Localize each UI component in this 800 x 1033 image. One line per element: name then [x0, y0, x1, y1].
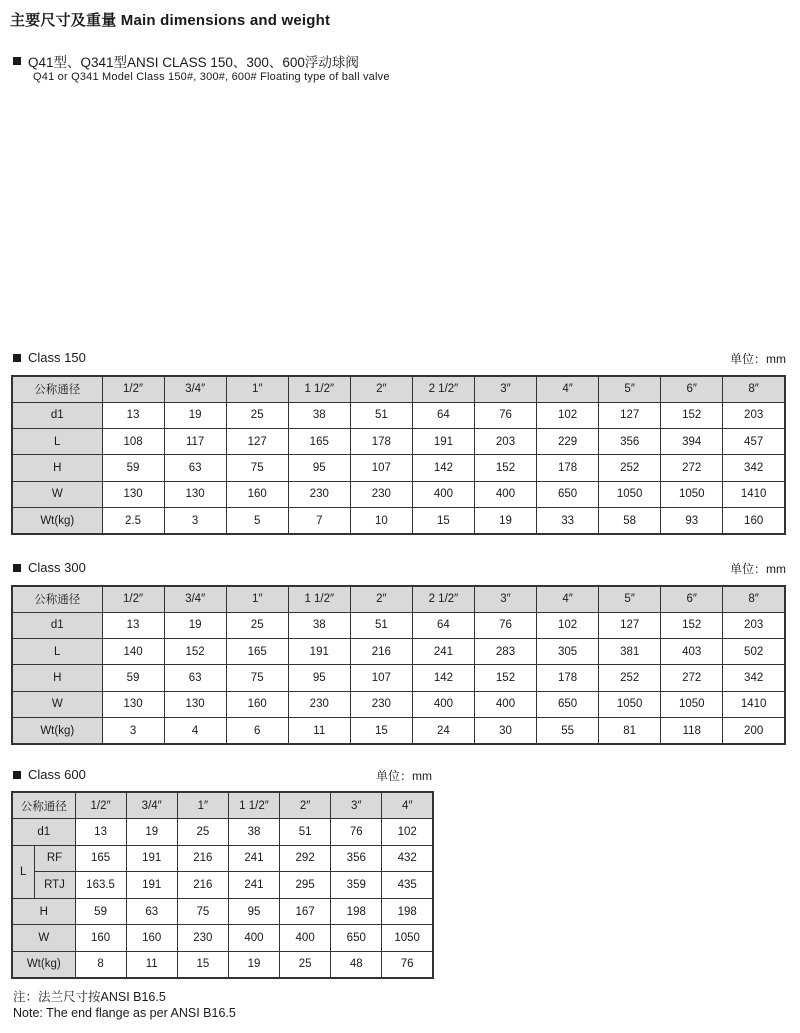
class150-title: Class 150 [28, 350, 86, 365]
header-cell: 4″ [537, 586, 599, 612]
subtitle-cn [13, 51, 359, 71]
note-cn: 注：法兰尺寸按ANSI B16.5 [13, 990, 166, 1004]
header-cell: 3″ [474, 376, 536, 402]
table-cell: 58 [599, 508, 661, 534]
table-cell: 25 [280, 951, 331, 978]
table-cell: 230 [350, 691, 412, 717]
table-cell: 457 [723, 429, 785, 455]
table-cell: 140 [102, 639, 164, 665]
row-label: d1 [12, 402, 102, 428]
table-cell: 64 [412, 612, 474, 638]
table-cell: 165 [226, 639, 288, 665]
class300-unit: 单位：mm [730, 562, 786, 576]
table-cell: 400 [474, 481, 536, 507]
row-label: L [12, 639, 102, 665]
table-cell: 76 [474, 402, 536, 428]
table-cell: 5 [226, 508, 288, 534]
table-cell: 167 [280, 898, 331, 925]
header-cell: 6″ [661, 376, 723, 402]
table-cell: 160 [226, 691, 288, 717]
table-cell: 152 [474, 665, 536, 691]
table-cell: 292 [280, 845, 331, 872]
row-label: W [12, 481, 102, 507]
table-cell: 152 [164, 639, 226, 665]
table-cell: 400 [280, 925, 331, 952]
class600-title: Class 600 [28, 767, 86, 782]
row-label: d1 [12, 612, 102, 638]
bullet-square-icon [13, 57, 21, 65]
table-cell: 15 [412, 508, 474, 534]
table-cell: 25 [226, 612, 288, 638]
table-cell: 283 [474, 639, 536, 665]
table-cell: 75 [177, 898, 228, 925]
table-cell: 178 [537, 455, 599, 481]
table-cell: 178 [350, 429, 412, 455]
row-label: H [12, 898, 75, 925]
table-cell: 1050 [661, 691, 723, 717]
table-row [12, 429, 785, 455]
table-cell: 76 [382, 951, 433, 978]
table-cell: 191 [126, 845, 177, 872]
table-row [12, 612, 785, 638]
table-cell: 55 [537, 718, 599, 744]
table-cell: 3 [164, 508, 226, 534]
header-cell: 3″ [331, 792, 382, 819]
table-cell: 1050 [599, 481, 661, 507]
table-cell: 95 [288, 665, 350, 691]
table-cell: 1410 [723, 481, 785, 507]
table-cell: 59 [102, 665, 164, 691]
table-cell: 59 [102, 455, 164, 481]
table-cell: 241 [228, 845, 279, 872]
table-cell: 102 [537, 402, 599, 428]
table-row [12, 845, 433, 872]
table-cell: 7 [288, 508, 350, 534]
table-row [12, 898, 433, 925]
table-cell: 102 [382, 819, 433, 846]
header-cell: 1″ [226, 376, 288, 402]
class300-heading [13, 560, 86, 575]
table-cell: 403 [661, 639, 723, 665]
header-cell: 3/4″ [126, 792, 177, 819]
table-cell: 216 [177, 872, 228, 899]
table-cell: 356 [331, 845, 382, 872]
table-cell: 76 [331, 819, 382, 846]
table-cell: 272 [661, 665, 723, 691]
table-cell: 400 [412, 481, 474, 507]
table-row [12, 402, 785, 428]
class300-table [11, 585, 786, 745]
table-cell: 8 [75, 951, 126, 978]
table-cell: 216 [177, 845, 228, 872]
table-cell: 107 [350, 455, 412, 481]
table-cell: 165 [288, 429, 350, 455]
table-row [12, 508, 785, 534]
table-header-row [12, 586, 785, 612]
table-cell: 25 [226, 402, 288, 428]
table-row [12, 665, 785, 691]
table-cell: 59 [75, 898, 126, 925]
table-cell: 51 [350, 612, 412, 638]
table-cell: 15 [350, 718, 412, 744]
table-cell: 163.5 [75, 872, 126, 899]
table-cell: 142 [412, 665, 474, 691]
table-cell: 19 [474, 508, 536, 534]
table-cell: 200 [723, 718, 785, 744]
table-cell: 356 [599, 429, 661, 455]
header-cell: 8″ [723, 586, 785, 612]
header-cell: 1″ [226, 586, 288, 612]
table-cell: 394 [661, 429, 723, 455]
table-cell: 76 [474, 612, 536, 638]
table-cell: 38 [288, 612, 350, 638]
table-header-row [12, 792, 433, 819]
header-cell: 1″ [177, 792, 228, 819]
table-cell: 142 [412, 455, 474, 481]
header-cell: 1 1/2″ [228, 792, 279, 819]
header-cell: 4″ [537, 376, 599, 402]
table-row [12, 639, 785, 665]
table-cell: 502 [723, 639, 785, 665]
row-sublabel: RF [34, 845, 75, 872]
table-cell: 107 [350, 665, 412, 691]
subtitle-en: Q41 or Q341 Model Class 150#, 300#, 600# Floating type of ball valve [33, 71, 390, 83]
table-cell: 252 [599, 665, 661, 691]
class150-table [11, 375, 786, 535]
table-cell: 191 [412, 429, 474, 455]
table-cell: 342 [723, 665, 785, 691]
subtitle-cn-text: Q41型、Q341型ANSI CLASS 150、300、600浮动球阀 [28, 55, 359, 70]
table-cell: 1050 [599, 691, 661, 717]
header-cell: 1/2″ [102, 586, 164, 612]
header-cell: 5″ [599, 586, 661, 612]
table-header-row [12, 376, 785, 402]
table-row [12, 455, 785, 481]
table-cell: 152 [661, 402, 723, 428]
row-sublabel: RTJ [34, 872, 75, 899]
table-cell: 160 [226, 481, 288, 507]
table-cell: 130 [102, 691, 164, 717]
table-cell: 359 [331, 872, 382, 899]
header-cell: 2 1/2″ [412, 376, 474, 402]
class600-heading [13, 767, 86, 782]
table-cell: 102 [537, 612, 599, 638]
page-title: 主要尺寸及重量 Main dimensions and weight [10, 12, 331, 29]
class600-table [11, 791, 434, 979]
header-cell: 2″ [350, 586, 412, 612]
table-cell: 6 [226, 718, 288, 744]
table-cell: 117 [164, 429, 226, 455]
table-cell: 127 [226, 429, 288, 455]
table-cell: 38 [288, 402, 350, 428]
row-label: H [12, 665, 102, 691]
table-cell: 381 [599, 639, 661, 665]
table-cell: 230 [288, 691, 350, 717]
table-cell: 81 [599, 718, 661, 744]
table-cell: 108 [102, 429, 164, 455]
table-row [12, 718, 785, 744]
table-cell: 191 [126, 872, 177, 899]
note-en: Note: The end flange as per ANSI B16.5 [13, 1006, 236, 1020]
table-cell: 24 [412, 718, 474, 744]
table-cell: 19 [126, 819, 177, 846]
row-label: Wt(kg) [12, 508, 102, 534]
table-cell: 432 [382, 845, 433, 872]
table-cell: 130 [102, 481, 164, 507]
table-cell: 230 [350, 481, 412, 507]
table-cell: 75 [226, 665, 288, 691]
row-label: W [12, 925, 75, 952]
table-cell: 13 [102, 402, 164, 428]
table-cell: 10 [350, 508, 412, 534]
header-cell: 公称通径 [12, 586, 102, 612]
table-cell: 4 [164, 718, 226, 744]
table-cell: 127 [599, 612, 661, 638]
table-cell: 1410 [723, 691, 785, 717]
table-cell: 2.5 [102, 508, 164, 534]
table-cell: 30 [474, 718, 536, 744]
header-cell: 4″ [382, 792, 433, 819]
table-cell: 435 [382, 872, 433, 899]
table-cell: 3 [102, 718, 164, 744]
header-cell: 2 1/2″ [412, 586, 474, 612]
table-row [12, 951, 433, 978]
table-cell: 203 [723, 612, 785, 638]
table-cell: 127 [599, 402, 661, 428]
table-cell: 64 [412, 402, 474, 428]
class150-unit: 单位：mm [730, 352, 786, 366]
table-row [12, 819, 433, 846]
class600-unit: 单位：mm [376, 769, 432, 783]
table-cell: 229 [537, 429, 599, 455]
table-cell: 198 [382, 898, 433, 925]
table-row [12, 925, 433, 952]
header-cell: 3/4″ [164, 586, 226, 612]
row-label: Wt(kg) [12, 718, 102, 744]
bullet-square-icon [13, 354, 21, 362]
row-label: H [12, 455, 102, 481]
table-cell: 342 [723, 455, 785, 481]
row-label: W [12, 691, 102, 717]
row-label: L [12, 845, 34, 898]
table-cell: 160 [723, 508, 785, 534]
table-cell: 272 [661, 455, 723, 481]
table-cell: 203 [723, 402, 785, 428]
table-cell: 252 [599, 455, 661, 481]
table-cell: 160 [75, 925, 126, 952]
table-cell: 75 [226, 455, 288, 481]
header-cell: 公称通径 [12, 792, 75, 819]
table-cell: 230 [288, 481, 350, 507]
table-cell: 63 [164, 455, 226, 481]
header-cell: 8″ [723, 376, 785, 402]
header-cell: 2″ [280, 792, 331, 819]
table-cell: 63 [126, 898, 177, 925]
table-cell: 19 [164, 402, 226, 428]
table-cell: 400 [412, 691, 474, 717]
table-cell: 191 [288, 639, 350, 665]
table-cell: 198 [331, 898, 382, 925]
row-label: L [12, 429, 102, 455]
table-cell: 38 [228, 819, 279, 846]
table-cell: 130 [164, 481, 226, 507]
table-cell: 1050 [382, 925, 433, 952]
table-row [12, 481, 785, 507]
table-cell: 400 [474, 691, 536, 717]
table-cell: 11 [288, 718, 350, 744]
table-cell: 203 [474, 429, 536, 455]
table-cell: 305 [537, 639, 599, 665]
table-cell: 650 [537, 691, 599, 717]
row-label: Wt(kg) [12, 951, 75, 978]
table-cell: 93 [661, 508, 723, 534]
table-cell: 13 [102, 612, 164, 638]
table-cell: 48 [331, 951, 382, 978]
table-cell: 95 [228, 898, 279, 925]
table-cell: 160 [126, 925, 177, 952]
table-cell: 165 [75, 845, 126, 872]
bullet-square-icon [13, 564, 21, 572]
table-cell: 230 [177, 925, 228, 952]
table-cell: 51 [280, 819, 331, 846]
table-row [12, 691, 785, 717]
table-cell: 650 [331, 925, 382, 952]
class300-title: Class 300 [28, 560, 86, 575]
table-cell: 63 [164, 665, 226, 691]
table-cell: 400 [228, 925, 279, 952]
table-cell: 130 [164, 691, 226, 717]
header-cell: 5″ [599, 376, 661, 402]
table-cell: 152 [661, 612, 723, 638]
table-cell: 152 [474, 455, 536, 481]
table-cell: 25 [177, 819, 228, 846]
table-cell: 51 [350, 402, 412, 428]
table-cell: 11 [126, 951, 177, 978]
header-cell: 3″ [474, 586, 536, 612]
table-cell: 295 [280, 872, 331, 899]
header-cell: 6″ [661, 586, 723, 612]
table-cell: 15 [177, 951, 228, 978]
table-cell: 118 [661, 718, 723, 744]
header-cell: 1 1/2″ [288, 376, 350, 402]
bullet-square-icon [13, 771, 21, 779]
header-cell: 3/4″ [164, 376, 226, 402]
header-cell: 1/2″ [102, 376, 164, 402]
header-cell: 公称通径 [12, 376, 102, 402]
table-cell: 241 [228, 872, 279, 899]
table-cell: 33 [537, 508, 599, 534]
table-cell: 178 [537, 665, 599, 691]
table-cell: 1050 [661, 481, 723, 507]
row-label: d1 [12, 819, 75, 846]
table-cell: 13 [75, 819, 126, 846]
header-cell: 1/2″ [75, 792, 126, 819]
table-cell: 216 [350, 639, 412, 665]
table-row [12, 872, 433, 899]
header-cell: 2″ [350, 376, 412, 402]
table-cell: 95 [288, 455, 350, 481]
table-cell: 650 [537, 481, 599, 507]
header-cell: 1 1/2″ [288, 586, 350, 612]
class150-heading [13, 350, 86, 365]
table-cell: 241 [412, 639, 474, 665]
table-cell: 19 [164, 612, 226, 638]
table-cell: 19 [228, 951, 279, 978]
